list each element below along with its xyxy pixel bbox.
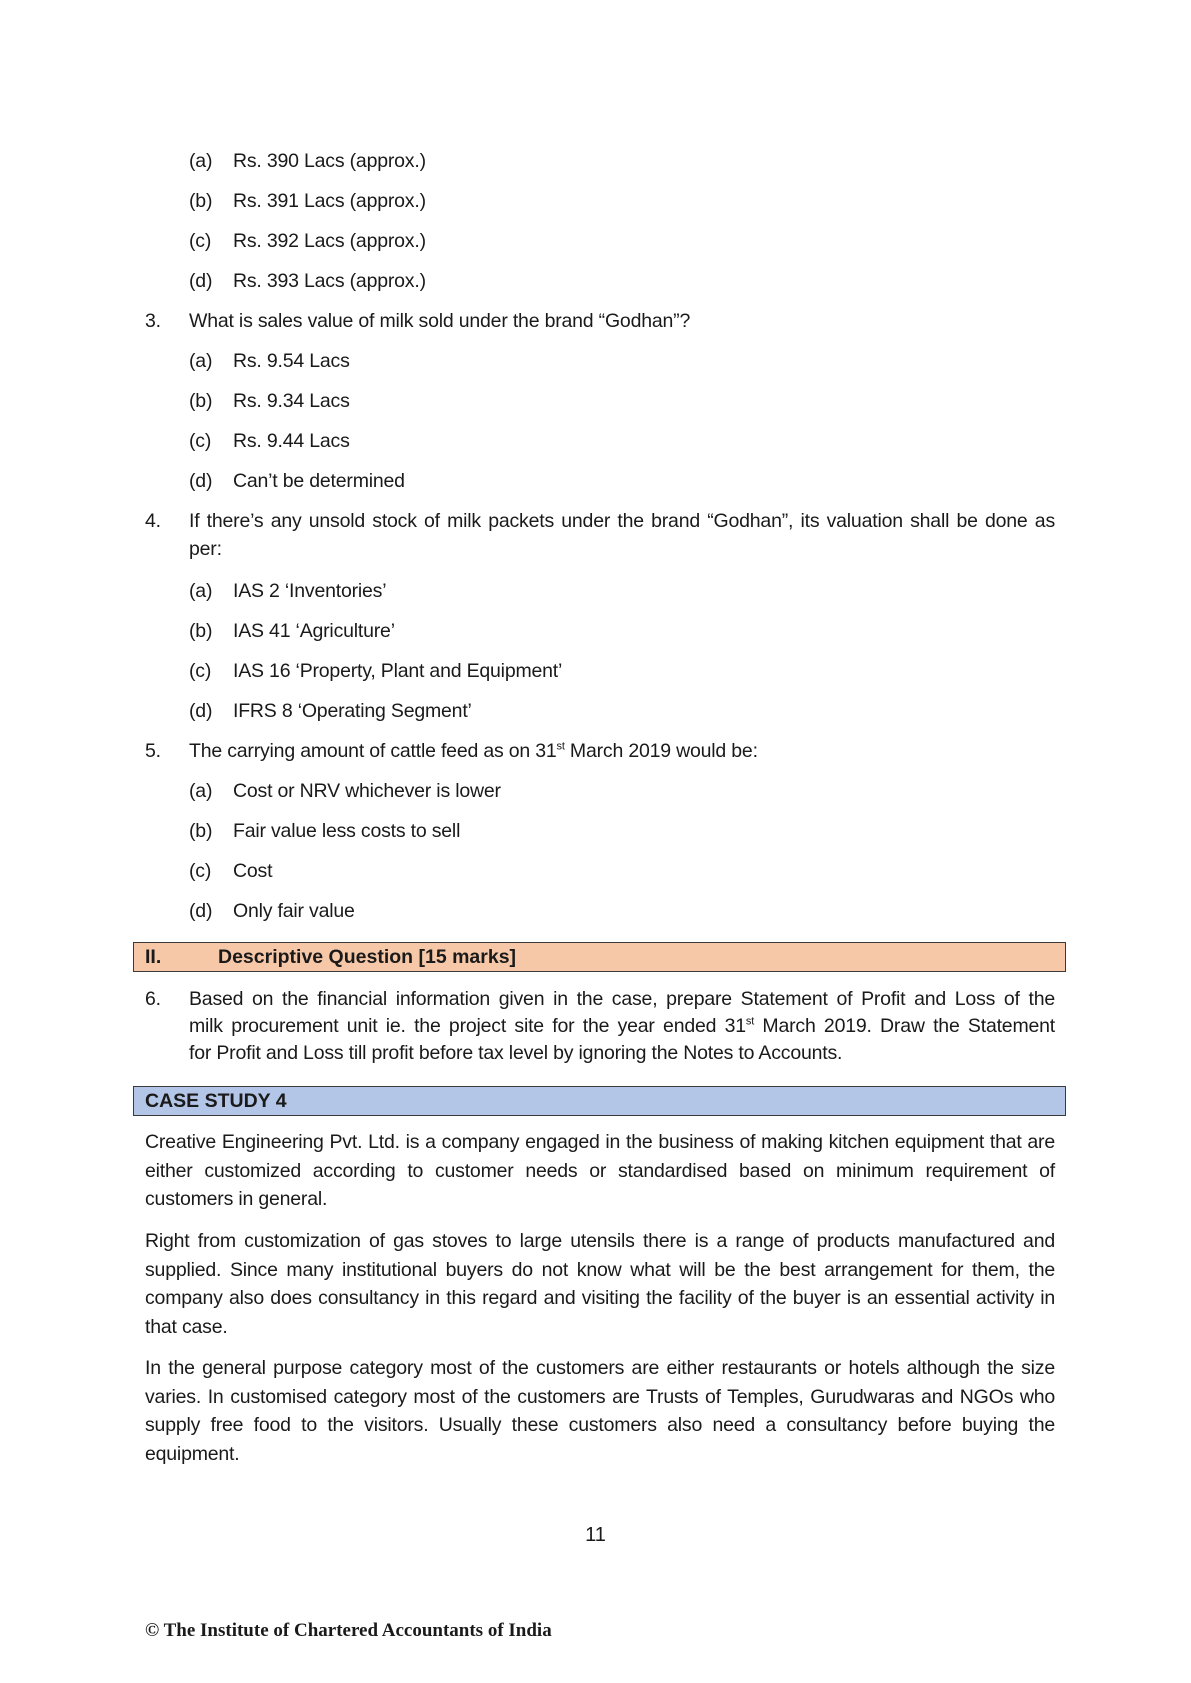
paragraph: In the general purpose category most of the customers are either restaurants or hotels although the size varies. In customised category most of the customers are Trusts of Temples, Gurudwaras and NGOs who supply free food to the visitors. Usually these customers also need a consultancy before buying the equipment. xyxy=(145,1357,1055,1465)
case-study-heading xyxy=(133,1086,1066,1116)
option-text: Only fair value xyxy=(233,900,355,922)
list-item xyxy=(189,427,350,455)
option-label: (a) xyxy=(189,150,213,172)
option-label: (c) xyxy=(189,230,212,252)
list-item xyxy=(189,817,460,845)
option-text: Rs. 9.44 Lacs xyxy=(233,430,350,452)
question-text-line: per: xyxy=(189,538,222,560)
question-text xyxy=(189,737,1055,765)
option-text: Rs. 392 Lacs (approx.) xyxy=(233,230,426,252)
question-6 xyxy=(145,986,1055,1067)
case-study-title: CASE STUDY 4 xyxy=(145,1090,287,1112)
list-item xyxy=(189,897,355,925)
list-item xyxy=(189,187,426,215)
list-item xyxy=(189,467,405,495)
option-label: (d) xyxy=(189,470,213,492)
ordinal-suffix: st xyxy=(745,1015,755,1028)
question-number: 5. xyxy=(145,740,161,762)
section-number: II. xyxy=(145,946,162,968)
question-number: 3. xyxy=(145,310,161,332)
option-label: (b) xyxy=(189,620,213,642)
option-label: (a) xyxy=(189,780,213,802)
option-text: Rs. 393 Lacs (approx.) xyxy=(233,270,426,292)
option-label: (d) xyxy=(189,700,213,722)
question-4 xyxy=(145,507,1055,563)
option-label: (a) xyxy=(189,350,213,372)
list-item xyxy=(189,657,562,685)
list-item xyxy=(189,577,386,605)
option-text: Fair value less costs to sell xyxy=(233,820,461,842)
option-text: IAS 41 ‘Agriculture’ xyxy=(233,620,395,642)
question-text-line xyxy=(189,1013,1055,1040)
option-label: (b) xyxy=(189,190,213,212)
question-5 xyxy=(145,737,1055,765)
footer-copyright: © The Institute of Chartered Accountants of India xyxy=(145,1620,552,1641)
page-number: 11 xyxy=(585,1524,606,1546)
question-text-line: If there’s any unsold stock of milk packets under the brand “Godhan”, its valuation shall be done as xyxy=(189,510,1055,532)
option-text: IAS 16 ‘Property, Plant and Equipment’ xyxy=(233,660,563,682)
question-text: What is sales value of milk sold under the brand “Godhan”? xyxy=(189,310,691,332)
question-text-end: March 2019. Draw the Statement xyxy=(754,1015,1056,1037)
question-3 xyxy=(145,307,1055,335)
question-text-line: for Profit and Loss till profit before tax level by ignoring the Notes to Accounts. xyxy=(189,1042,843,1064)
option-label: (c) xyxy=(189,860,212,882)
option-text: IAS 2 ‘Inventories’ xyxy=(233,580,387,602)
list-item xyxy=(189,387,350,415)
section-heading xyxy=(133,942,1066,972)
question-number: 4. xyxy=(145,510,161,532)
list-item xyxy=(189,227,426,255)
ordinal-suffix: st xyxy=(556,740,565,753)
list-item xyxy=(189,617,395,645)
question-text-line: Based on the financial information given in the case, prepare Statement of Profit and Loss of the xyxy=(189,988,1055,1010)
list-item xyxy=(189,147,426,175)
option-text: Cost or NRV whichever is lower xyxy=(233,780,501,802)
question-text-start: milk procurement unit ie. the project site for the year ended 31 xyxy=(189,1015,746,1037)
question-text-end: March 2019 would be: xyxy=(564,740,758,762)
option-label: (c) xyxy=(189,430,212,452)
option-text: Cost xyxy=(233,860,273,882)
list-item xyxy=(189,267,426,295)
paragraph: Right from customization of gas stoves to large utensils there is a range of products manufactured and supplied. Since many institutional buyers do not know what will be the best arrangement for them, the company also does consultancy in this regard and visiting the facility of the buyer is an essential activity in that case. xyxy=(145,1230,1055,1338)
option-label: (d) xyxy=(189,900,213,922)
option-label: (a) xyxy=(189,580,213,602)
option-text: Can’t be determined xyxy=(233,470,405,492)
option-text: Rs. 391 Lacs (approx.) xyxy=(233,190,426,212)
option-text: Rs. 9.54 Lacs xyxy=(233,350,350,372)
option-text: IFRS 8 ‘Operating Segment’ xyxy=(233,700,472,722)
question-number: 6. xyxy=(145,988,161,1010)
list-item xyxy=(189,347,350,375)
list-item xyxy=(189,777,501,805)
question-text-start: The carrying amount of cattle feed as on 31 xyxy=(189,740,557,762)
list-item xyxy=(189,697,472,725)
option-text: Rs. 9.34 Lacs xyxy=(233,390,350,412)
list-item xyxy=(189,857,272,885)
option-label: (b) xyxy=(189,820,213,842)
section-title: Descriptive Question [15 marks] xyxy=(218,946,517,968)
option-label: (b) xyxy=(189,390,213,412)
option-text: Rs. 390 Lacs (approx.) xyxy=(233,150,426,172)
option-label: (d) xyxy=(189,270,213,292)
paragraph: Creative Engineering Pvt. Ltd. is a company engaged in the business of making kitchen equipment that are either customized according to customer needs or standardised based on minimum requirement of customers in general. xyxy=(145,1131,1055,1210)
option-label: (c) xyxy=(189,660,212,682)
